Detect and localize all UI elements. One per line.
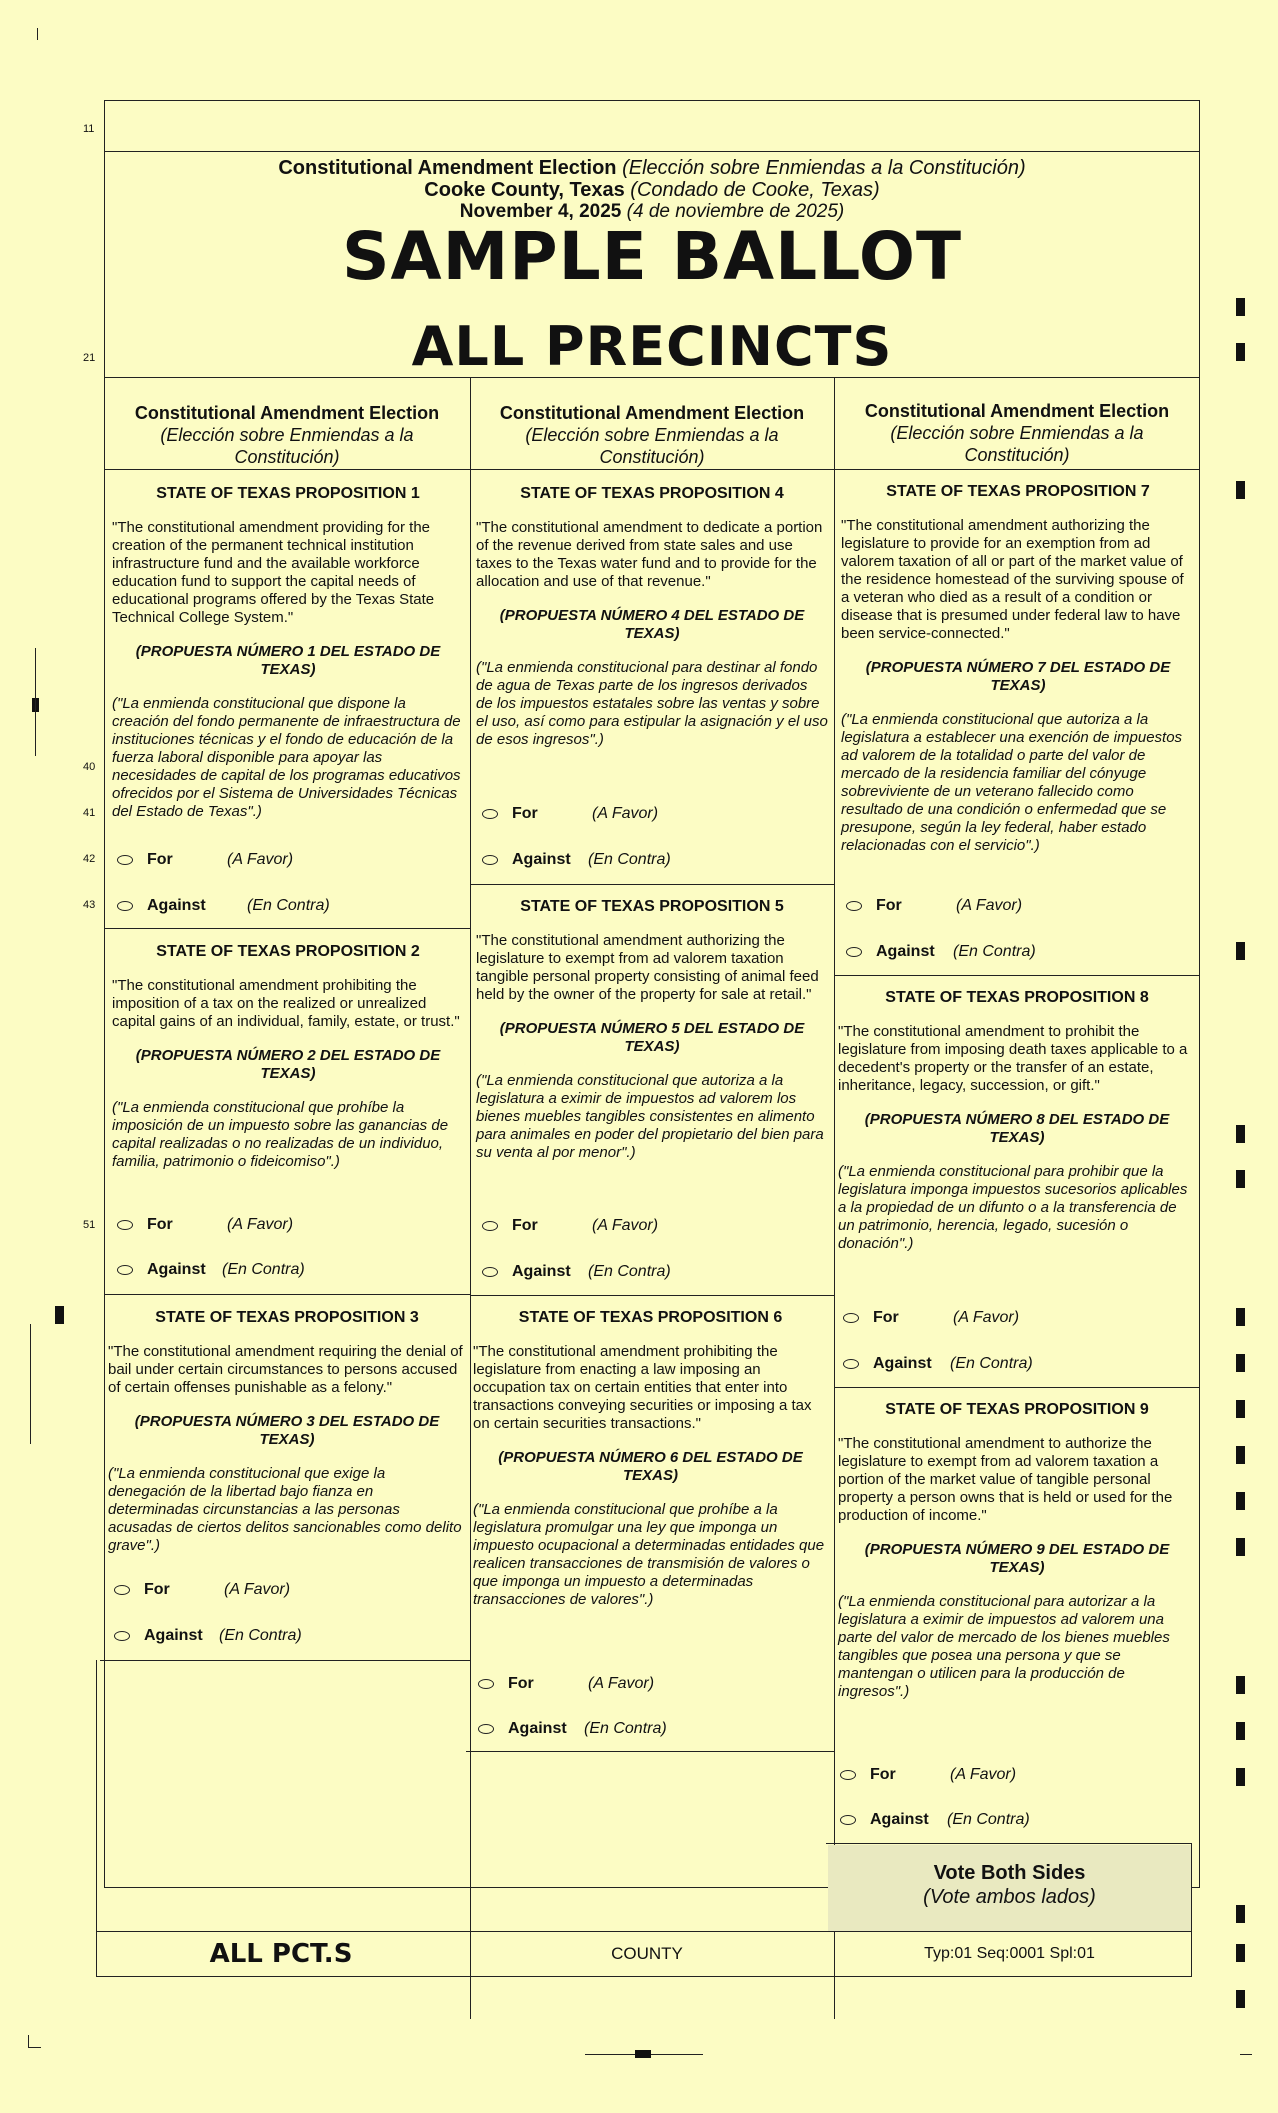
corner-mark [28,2035,41,2048]
prop4-for[interactable]: For (A Favor) [482,803,658,825]
divider [104,928,470,929]
divider [466,1751,834,1752]
edge-line [30,1324,31,1444]
prop5-for[interactable]: For (A Favor) [482,1215,658,1237]
timing-mark [1236,481,1245,499]
oval-icon[interactable] [117,1220,133,1230]
proposition-title: STATE OF TEXAS PROPOSITION 6 [518,1309,783,1326]
prop8-against[interactable]: Against (En Contra) [843,1353,1033,1375]
timing-mark [1236,343,1245,361]
proposition-title-es: (PROPUESTA NÚMERO 1 DEL ESTADO DE TEXAS) [135,643,441,678]
divider [470,884,834,885]
vote-both-sides-box [828,1845,1191,1931]
prop7-for[interactable]: For (A Favor) [846,895,1022,917]
proposition-text-es: ("La enmienda constitucional que prohíbe la imposición de un impuesto sobre las ganancias de capital realizadas o no realizadas de un individuo, familia, patrimonio o fideicomiso".) [112,1099,449,1170]
proposition-text-es: ("La enmienda constitucional que exige la denegación de la libertad bajo fianza en determinadas circunstancias a las personas acusadas de ciertos delitos sancionables como delito grave".) [108,1465,462,1554]
divider [96,1976,1192,1977]
proposition-title: STATE OF TEXAS PROPOSITION 4 [520,485,784,502]
proposition-8 [838,989,1196,1253]
proposition-9 [838,1401,1196,1701]
line-number: 43 [83,899,96,911]
proposition-text-en: "The constitutional amendment authorizing the legislature to exempt from ad valorem taxation tangible personal property consisting of animal feed held by the owner of the property for sale at retail." [476,932,819,1003]
oval-icon[interactable] [482,1221,498,1231]
proposition-title: STATE OF TEXAS PROPOSITION 5 [520,898,784,915]
proposition-text-en: "The constitutional amendment prohibiting the legislature from enacting a law imposing an occupation tax on certain entities that enter into transactions conveying securities or imposing a tax on certain securities transactions." [473,1343,812,1432]
precinct-label: ALL PCT.S [209,1939,353,1969]
frame-edge [1191,1843,1192,1976]
proposition-text-es: ("La enmienda constitucional que prohíbe a la legislatura promulgar una ley que imponga un impuesto ocupacional a determinadas entidades que realicen transacciones de transmisión de valores o que imponga un impuesto a determinadas transacciones de valores".) [473,1501,825,1608]
timing-mark [1236,1170,1245,1188]
oval-icon[interactable] [478,1679,494,1689]
line-number: 41 [83,807,96,819]
page-title: SAMPLE BALLOT [341,218,963,295]
column-divider [470,377,471,2019]
oval-icon[interactable] [482,1267,498,1277]
proposition-4 [476,485,828,749]
oval-icon[interactable] [843,1313,859,1323]
divider [104,469,1200,470]
column-header: Constitutional Amendment Election (Elección sobre Enmiendas a la Constitución) [499,403,805,467]
oval-icon[interactable] [840,1815,856,1825]
proposition-title-es: (PROPUESTA NÚMERO 6 DEL ESTADO DE TEXAS) [498,1449,803,1484]
election-date: November 4, 2025 (4 de noviembre de 2025) [459,201,845,222]
timing-mark [1236,1538,1245,1556]
ballot-code: Typ:01 Seq:0001 Spl:01 [924,1945,1095,1962]
line-number: 21 [83,352,96,364]
prop4-against[interactable]: Against (En Contra) [482,849,671,871]
column-divider [834,377,835,2019]
proposition-title-es: (PROPUESTA NÚMERO 5 DEL ESTADO DE TEXAS) [499,1020,805,1055]
edge-line [1240,2054,1252,2055]
oval-icon[interactable] [843,1359,859,1369]
line-number: 11 [83,123,95,135]
proposition-7 [841,483,1195,855]
oval-icon[interactable] [117,901,133,911]
proposition-title: STATE OF TEXAS PROPOSITION 1 [156,485,420,502]
proposition-2 [112,943,464,1171]
county-label: COUNTY [611,1944,683,1963]
prop5-against[interactable]: Against (En Contra) [482,1261,671,1283]
vote-both-label: Vote Both Sides [933,1862,1086,1884]
oval-icon[interactable] [117,1265,133,1275]
prop1-against[interactable]: Against (En Contra) [117,895,330,917]
divider [104,1294,470,1295]
divider [105,151,1199,152]
line-number: 42 [83,853,96,865]
prop2-for[interactable]: For (A Favor) [117,1214,293,1236]
prop8-for[interactable]: For (A Favor) [843,1307,1019,1329]
proposition-text-en: "The constitutional amendment to dedicate a portion of the revenue derived from state sales and use taxes to the Texas water fund and to provide for the allocation and use of that revenue." [476,519,823,590]
divider [96,1931,1192,1932]
divider [826,1843,1192,1844]
edge-line [35,648,36,756]
proposition-title: STATE OF TEXAS PROPOSITION 8 [885,989,1149,1006]
proposition-text-es: ("La enmienda constitucional que autoriza a la legislatura a eximir de impuestos ad valorem los bienes muebles tangibles consistentes en alimento para animales en poder del propietario del bien para su venta al por menor".) [476,1072,824,1161]
timing-mark [1236,1354,1245,1372]
line-number: 40 [83,761,96,773]
timing-mark [1236,1492,1245,1510]
timing-mark [1236,1308,1245,1326]
oval-icon[interactable] [478,1724,494,1734]
prop9-against[interactable]: Against (En Contra) [840,1809,1030,1831]
timing-mark [1236,1400,1245,1418]
proposition-text-en: "The constitutional amendment prohibiting the imposition of a tax on the realized or unrealized capital gains of an individual, family, estate, or trust." [112,977,460,1030]
proposition-text-en: "The constitutional amendment to authorize the legislature to exempt from ad valorem taxation a portion of the market value of tangible personal property a person owns that is held or used for the production of income." [838,1435,1173,1524]
timing-mark [1236,942,1245,960]
timing-mark [1236,1125,1245,1143]
proposition-title-es: (PROPUESTA NÚMERO 4 DEL ESTADO DE TEXAS) [499,607,805,642]
proposition-text-en: "The constitutional amendment providing for the creation of the permanent technical institution infrastructure fund and the available workforce education fund to support the capital needs of educational programs offered by the Texas State Technical College System." [112,519,435,626]
timing-mark [1236,1944,1245,1962]
edge-line [37,28,38,40]
divider [834,975,1200,976]
frame-edge [96,1660,97,1976]
timing-mark [635,2050,651,2058]
timing-mark [1236,1722,1245,1740]
proposition-1 [112,485,464,821]
timing-mark [55,1306,64,1324]
prop9-for[interactable]: For (A Favor) [840,1764,1016,1786]
line-number: 51 [83,1219,96,1231]
proposition-title: STATE OF TEXAS PROPOSITION 7 [886,483,1150,500]
divider [105,377,1199,378]
prop2-against[interactable]: Against (En Contra) [117,1259,305,1281]
prop6-for[interactable]: For (A Favor) [478,1673,654,1695]
proposition-title: STATE OF TEXAS PROPOSITION 9 [885,1401,1149,1418]
proposition-text-en: "The constitutional amendment to prohibit the legislature from imposing death taxes applicable to a decedent's property or the transfer of an estate, inheritance, legacy, succession, or gift." [838,1023,1188,1094]
page-subtitle: ALL PRECINCTS [411,315,893,378]
proposition-title-es: (PROPUESTA NÚMERO 8 DEL ESTADO DE TEXAS) [864,1111,1170,1146]
prop7-against[interactable]: Against (En Contra) [846,941,1036,963]
oval-icon[interactable] [117,855,133,865]
proposition-text-en: "The constitutional amendment requiring the denial of bail under certain circumstances to persons accused of certain offenses punishable as a felony." [108,1343,463,1396]
column-header: Constitutional Amendment Election (Elección sobre Enmiendas a la Constitución) [864,401,1170,465]
vote-both-label-es: (Vote ambos lados) [923,1886,1096,1908]
county-title: Cooke County, Texas (Condado de Cooke, Texas) [424,179,880,201]
proposition-5 [476,898,828,1162]
proposition-6 [473,1309,828,1609]
oval-icon[interactable] [846,901,862,911]
proposition-text-es: ("La enmienda constitucional para destinar al fondo de agua de Texas parte de los ingresos derivados de los impuestos estatales sobre las ventas y sobre el uso, así como para estipular la asignación y el uso de esos ingresos".) [476,659,828,748]
oval-icon[interactable] [846,947,862,957]
divider [470,1295,834,1296]
proposition-text-es: ("La enmienda constitucional que dispone la creación del fondo permanente de infraestructura de instituciones técnicas y el fondo de educación de la fuerza laboral disponible para apoyar las necesidades de capital de los programas educativos ofrecidos por el Sistema de Universidades Técnicas del Estado de Texas".) [112,695,461,820]
oval-icon[interactable] [114,1585,130,1595]
divider [100,1660,470,1661]
timing-mark [1236,1990,1245,2008]
oval-icon[interactable] [114,1631,130,1641]
proposition-title-es: (PROPUESTA NÚMERO 3 DEL ESTADO DE TEXAS) [134,1413,440,1448]
prop3-for[interactable]: For (A Favor) [114,1579,290,1601]
proposition-text-es: ("La enmienda constitucional para prohibir que la legislatura imponga impuestos sucesorios aplicables a la propiedad de un difunto o a la transferencia de un patrimonio, herencia, legado, sucesión o donación".) [838,1163,1188,1252]
proposition-text-en: "The constitutional amendment authorizing the legislature to provide for an exemption from ad valorem taxation of all or part of the market value of the residence homestead of the surviving spouse of a veteran who died as a result of a condition or disease that is presumed under federal law to have been service-connected." [841,517,1184,642]
proposition-text-es: ("La enmienda constitucional que autoriza a la legislatura a establecer una exención de impuestos ad valorem de la totalidad o parte del valor de mercado de la residencia familiar del cónyuge sobreviviente de un veterano fallecido como resultado de una condición o enfermedad que se presupone, según la ley federal, haber estado relacionadas con el servicio".) [841,711,1183,854]
election-title: Constitutional Amendment Election (Elección sobre Enmiendas a la Constitución) [278,157,1026,179]
prop1-for[interactable]: For (A Favor) [117,849,293,871]
timing-mark [1236,1905,1245,1923]
prop6-against[interactable]: Against (En Contra) [478,1718,667,1740]
prop3-against[interactable]: Against (En Contra) [114,1625,302,1647]
divider [834,1387,1200,1388]
timing-mark [1236,1676,1245,1694]
oval-icon[interactable] [482,855,498,865]
proposition-text-es: ("La enmienda constitucional para autorizar a la legislatura a eximir de impuestos ad valorem una parte del valor de mercado de los bienes muebles tangibles que posea una persona y que se mantengan o utilicen para la producción de ingresos".) [838,1593,1170,1700]
column-header: Constitutional Amendment Election (Elección sobre Enmiendas a la Constitución) [134,403,440,467]
proposition-title-es: (PROPUESTA NÚMERO 7 DEL ESTADO DE TEXAS) [865,659,1171,694]
proposition-title: STATE OF TEXAS PROPOSITION 2 [156,943,420,960]
timing-mark [1236,1768,1245,1786]
oval-icon[interactable] [482,809,498,819]
proposition-title-es: (PROPUESTA NÚMERO 9 DEL ESTADO DE TEXAS) [864,1541,1170,1576]
oval-icon[interactable] [840,1770,856,1780]
timing-mark [1236,298,1245,316]
proposition-title: STATE OF TEXAS PROPOSITION 3 [155,1309,419,1326]
timing-mark [1236,1446,1245,1464]
proposition-3 [108,1309,466,1555]
proposition-title-es: (PROPUESTA NÚMERO 2 DEL ESTADO DE TEXAS) [135,1047,441,1082]
